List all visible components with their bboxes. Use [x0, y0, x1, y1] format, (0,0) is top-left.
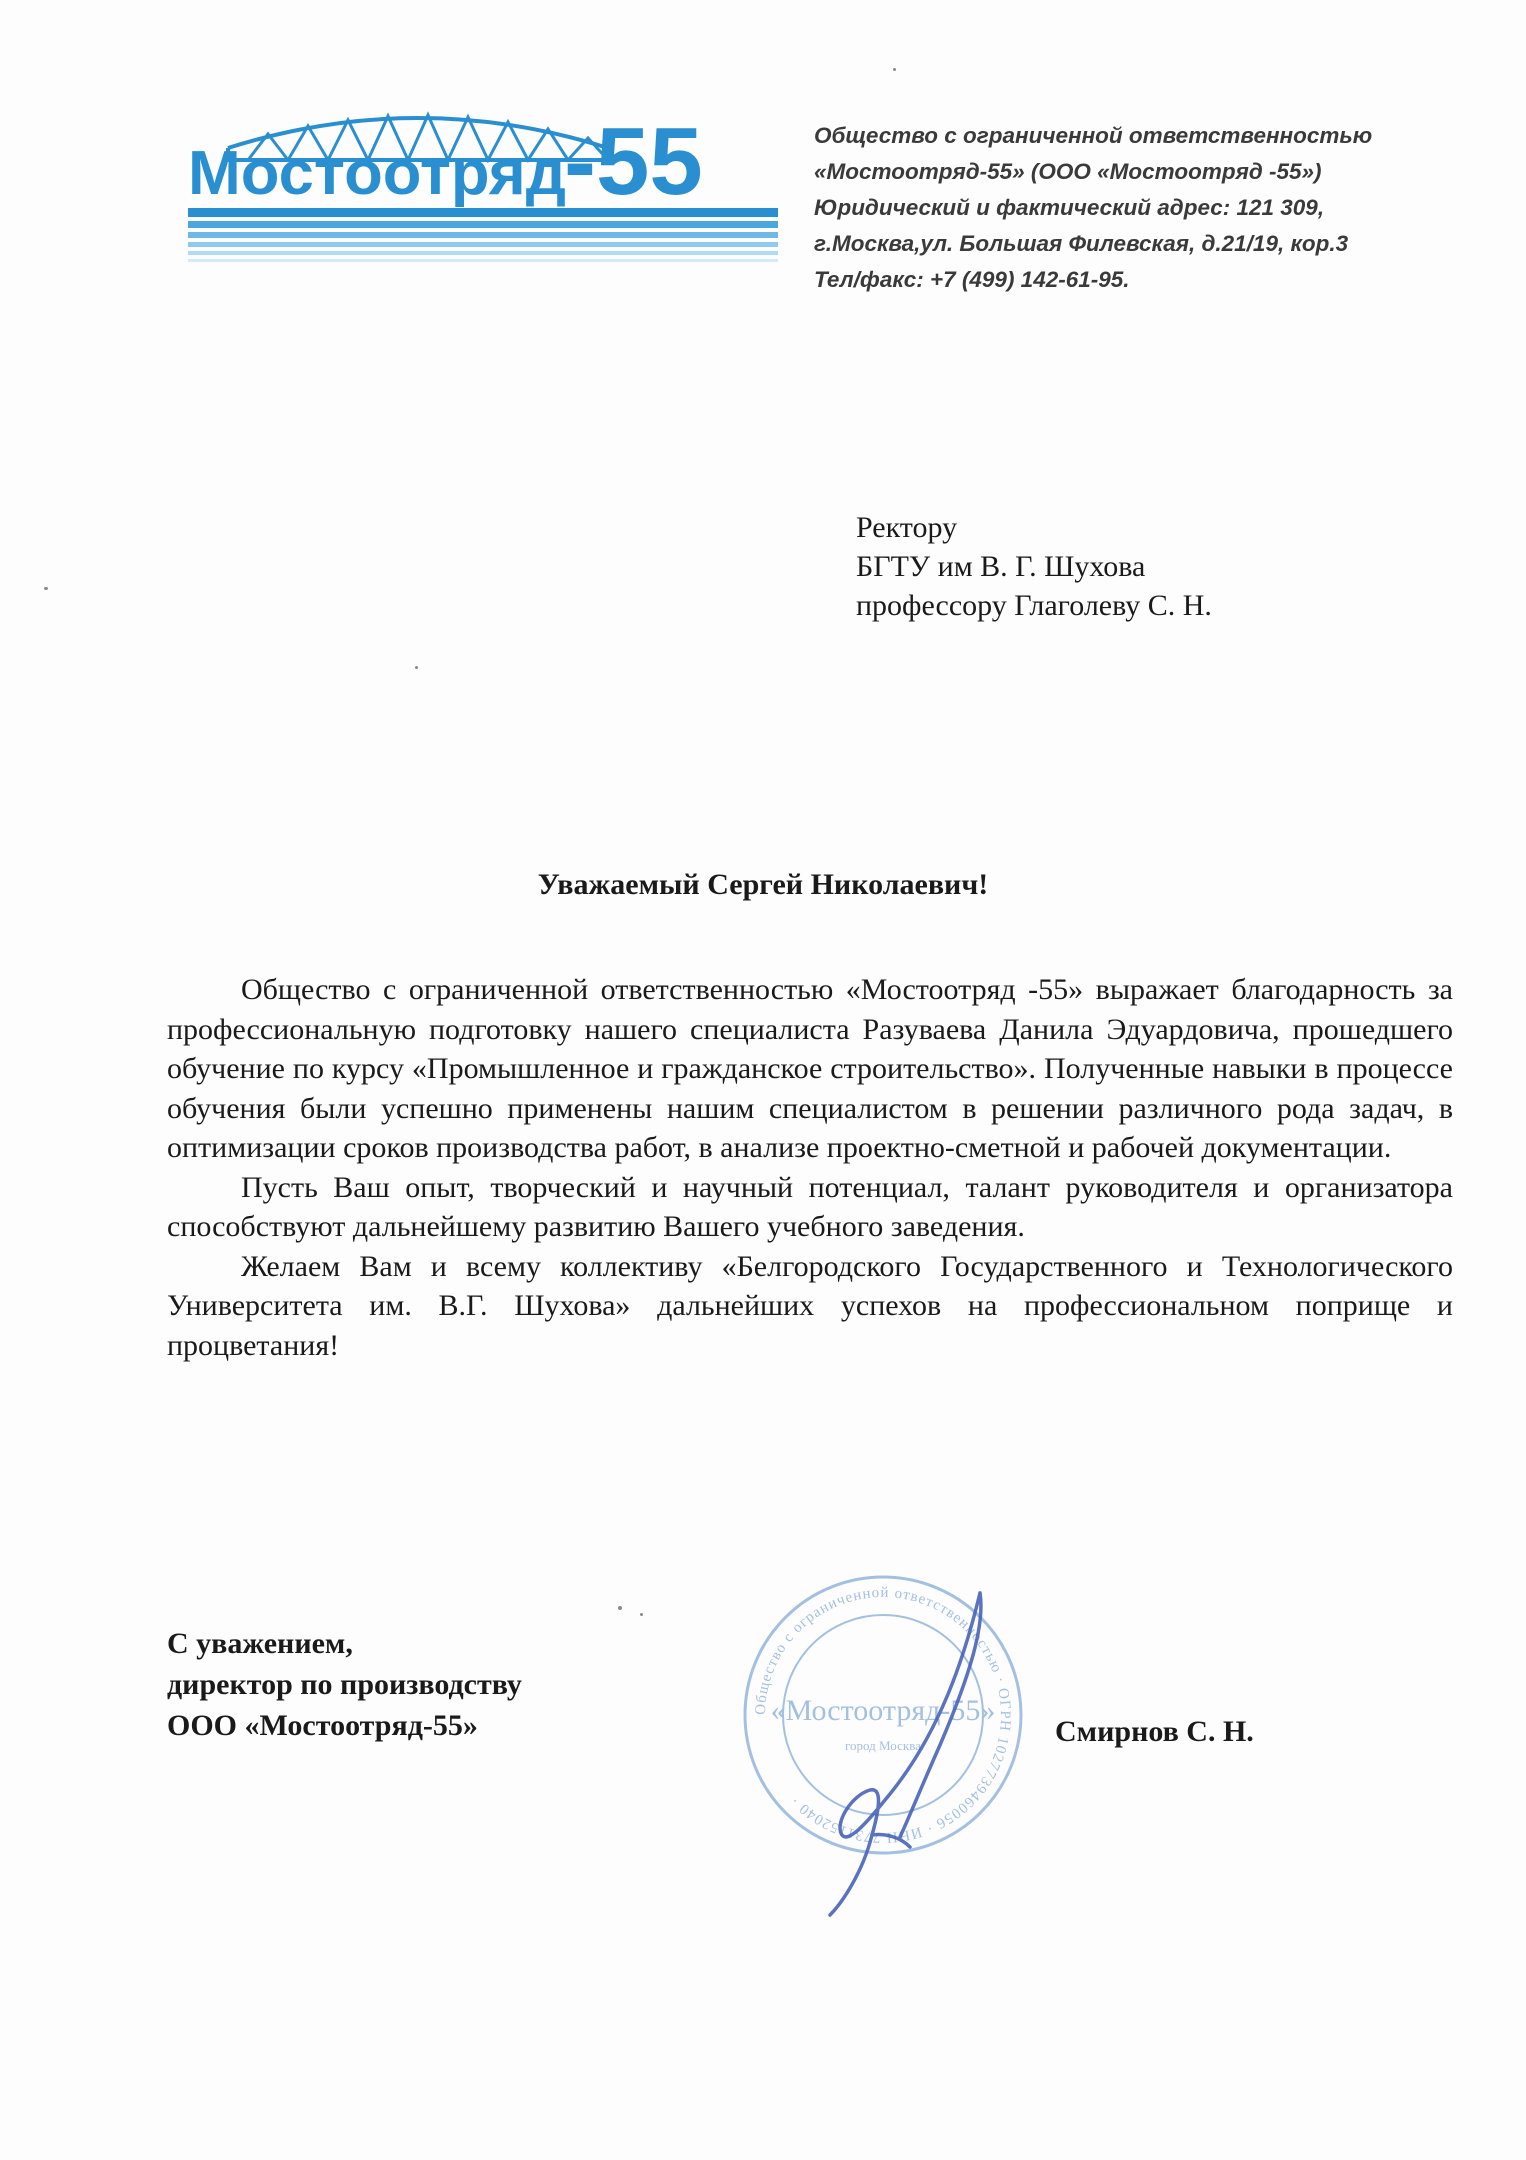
logo-number: -55: [564, 108, 703, 215]
salutation: Уважаемый Сергей Николаевич!: [537, 868, 989, 901]
company-info-line: г.Москва,ул. Большая Филевская, д.21/19, кор.3: [814, 231, 1349, 256]
letter-body: [167, 970, 1453, 1365]
scan-speck: [44, 587, 48, 590]
stamp-city-text: город Москва: [845, 1738, 921, 1753]
bridge-logo-icon: [188, 98, 778, 278]
closing-line: С уважением,: [167, 1627, 353, 1660]
signatory-name: Смирнов С. Н.: [1055, 1715, 1254, 1748]
body-paragraph: Желаем Вам и всему коллективу «Белгородского Государственного и Технологического Университета им. В.Г. Шухова» дальнейших успехов на профессиональном поприще и процветания!: [167, 1249, 1453, 1362]
scan-speck: [893, 68, 896, 71]
stamp-ring-text: Общество с ограниченной ответственностью · ОГРН 1027739460056 · ИНН 7731152040 ·: [752, 1584, 1014, 1846]
company-info: [814, 118, 1494, 298]
closing-block: [167, 1623, 522, 1746]
company-info-line: «Мостоотряд-55» (ООО «Мостоотряд -55»): [814, 159, 1322, 184]
logo-wordmark: Мостоотряд: [188, 139, 566, 208]
scan-speck: [618, 1606, 622, 1610]
body-paragraph: Общество с ограниченной ответственностью «Мостоотряд -55» выражает благодарность за профессиональную подготовку нашего специалиста Разуваева Данила Эдуардовича, прошедшего обучение по курсу «Промышленное и гражданское строительство». Полученные навыки в процессе обучения были успешно применены нашим специалистом в решении различного рода задач, в оптимизации сроков производства работ, в анализе проектно-сметной и рабочей документации.: [167, 973, 1453, 1164]
scan-speck: [640, 1613, 643, 1616]
company-info-line: Юридический и фактический адрес: 121 309,: [814, 195, 1325, 220]
scan-speck: [415, 666, 418, 669]
addressee-line: Ректору: [856, 511, 958, 544]
stamp-center-text: «Мостоотряд-55»: [770, 1694, 996, 1727]
addressee-block: [856, 508, 1212, 625]
addressee-line: профессору Глаголеву С. Н.: [856, 589, 1212, 622]
closing-line: директор по производству: [167, 1668, 522, 1701]
body-paragraph: Пусть Ваш опыт, творческий и научный потенциал, талант руководителя и организатора способствуют дальнейшему развитию Вашего учебного заведения.: [167, 1170, 1453, 1243]
company-info-line: Тел/факс: +7 (499) 142-61-95.: [814, 267, 1130, 292]
company-logo: [188, 98, 778, 278]
handwritten-signature: [790, 1585, 1030, 1925]
closing-line: ООО «Мостоотряд-55»: [167, 1709, 478, 1742]
company-info-line: Общество с ограниченной ответственностью: [814, 123, 1373, 148]
signature-icon: [790, 1585, 1030, 1925]
addressee-line: БГТУ им В. Г. Шухова: [856, 550, 1146, 583]
